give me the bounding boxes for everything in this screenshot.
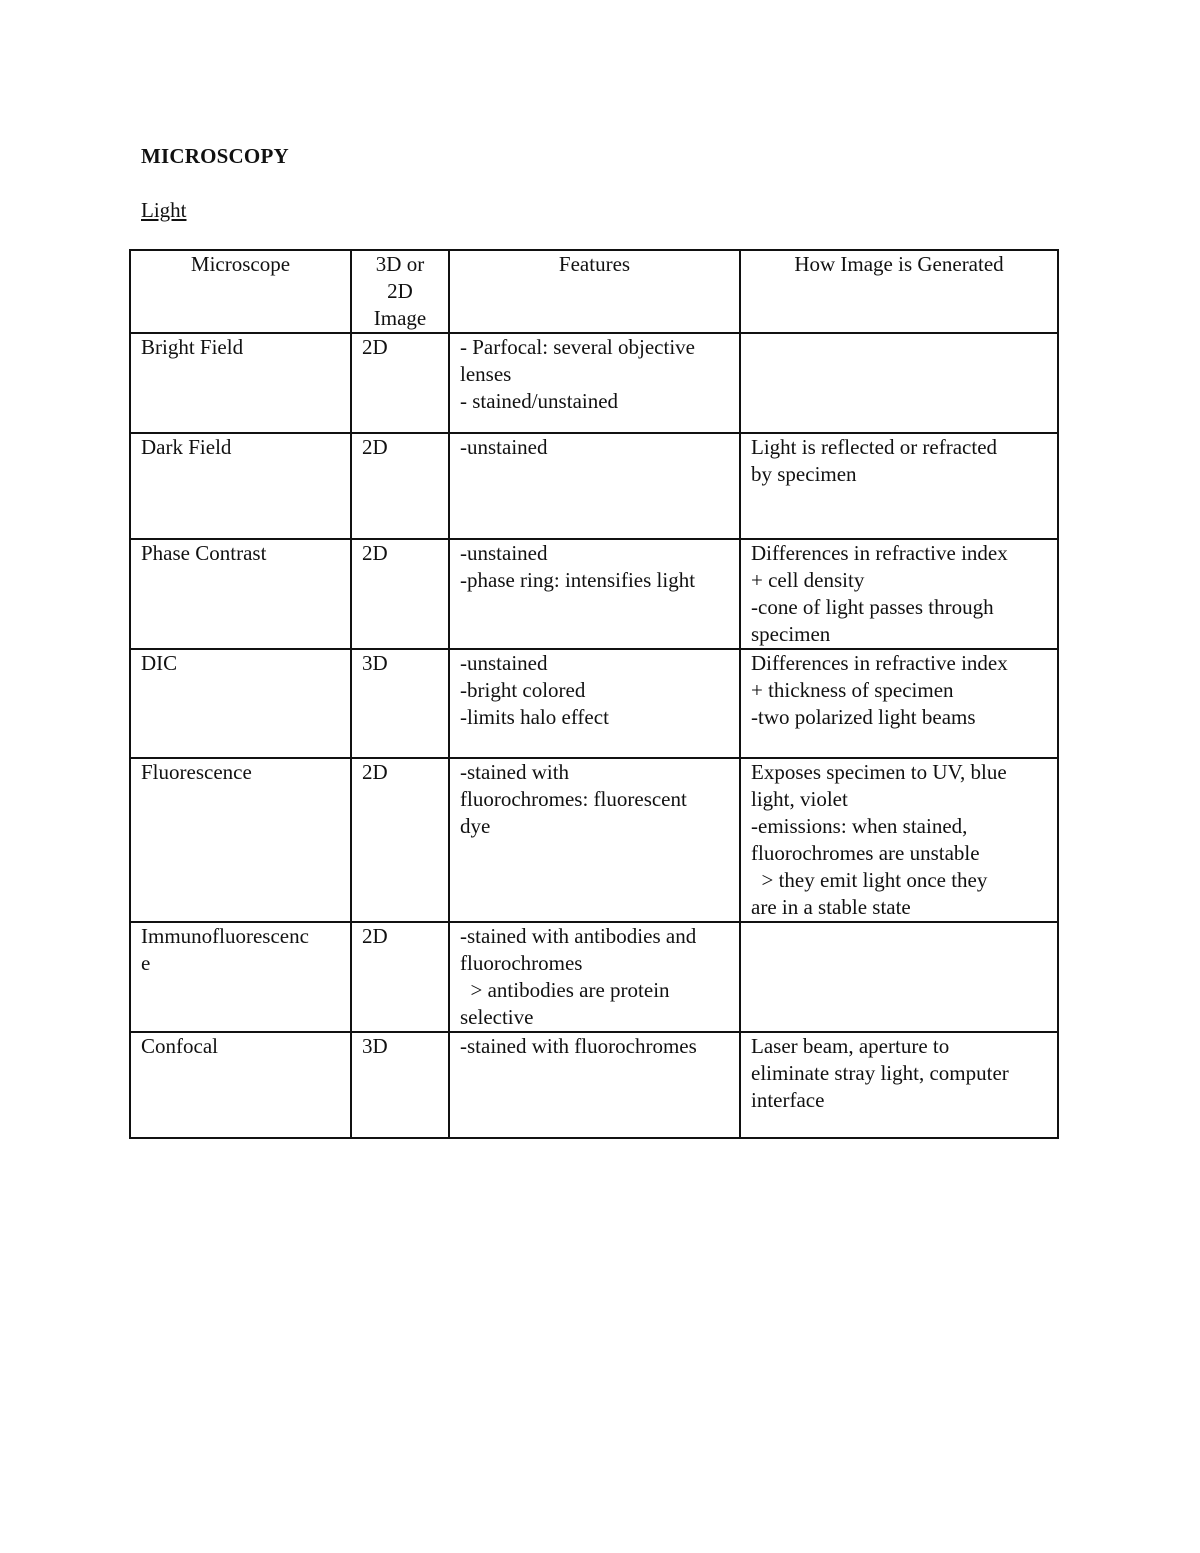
cell-text-line: -phase ring: intensifies light — [460, 568, 696, 592]
table-row — [130, 1032, 1058, 1138]
cell-microscope — [130, 758, 351, 922]
cell-text-line: 3D — [362, 651, 388, 675]
cell-text-line: lenses — [460, 362, 512, 386]
cell-features — [449, 758, 740, 922]
cell-microscope — [130, 649, 351, 758]
cell-text-line: Exposes specimen to UV, blue — [751, 760, 1007, 784]
table-row — [130, 758, 1058, 922]
cell-text-line: eliminate stray light, computer — [751, 1061, 1009, 1085]
cell-text-line: -unstained — [460, 541, 548, 565]
header-text-line: Features — [558, 252, 631, 276]
cell-features — [449, 649, 740, 758]
cell-text-line: 2D — [362, 435, 388, 459]
cell-text-line: 3D — [362, 1034, 388, 1058]
cell-microscope — [130, 539, 351, 649]
cell-features — [449, 333, 740, 433]
cell-dimension — [351, 922, 449, 1032]
cell-text-line: Laser beam, aperture to — [751, 1034, 950, 1058]
cell-text-line: -bright colored — [460, 678, 586, 702]
cell-generation — [740, 1032, 1058, 1138]
table-row — [130, 649, 1058, 758]
cell-text-line: + thickness of specimen — [751, 678, 954, 702]
cell-text-line: DIC — [141, 651, 178, 675]
cell-text-line: light, violet — [751, 787, 848, 811]
cell-text-line: fluorochromes: fluorescent — [460, 787, 687, 811]
cell-text-line: by specimen — [751, 462, 857, 486]
cell-text-line: 2D — [362, 541, 388, 565]
cell-dimension — [351, 433, 449, 539]
cell-text-line: Fluorescence — [141, 760, 252, 784]
header-text-line: 2D — [387, 279, 413, 303]
cell-text-line: specimen — [751, 622, 831, 646]
cell-text-line: 2D — [362, 335, 388, 359]
cell-text-line: -unstained — [460, 435, 548, 459]
cell-text-line: -stained with antibodies and — [460, 924, 697, 948]
cell-text-line: + cell density — [751, 568, 865, 592]
cell-generation — [740, 922, 1058, 1032]
cell-dimension — [351, 333, 449, 433]
cell-generation — [740, 649, 1058, 758]
cell-text-line: fluorochromes are unstable — [751, 841, 980, 865]
cell-text-line: Light is reflected or refracted — [751, 435, 998, 459]
cell-text-line: -two polarized light beams — [751, 705, 976, 729]
section-heading-light: Light — [141, 198, 187, 222]
cell-text-line: -stained with — [460, 760, 570, 784]
microscopy-table — [129, 249, 1059, 1139]
cell-microscope — [130, 433, 351, 539]
header-features — [449, 250, 740, 333]
header-text-line: 3D or — [375, 252, 425, 276]
cell-text-line: - stained/unstained — [460, 389, 619, 413]
cell-text-line: e — [141, 951, 151, 975]
cell-generation — [740, 539, 1058, 649]
cell-text-line: -emissions: when stained, — [751, 814, 968, 838]
cell-dimension — [351, 1032, 449, 1138]
document-title: MICROSCOPY — [141, 144, 289, 168]
cell-text-line: interface — [751, 1088, 825, 1112]
table-row — [130, 922, 1058, 1032]
cell-text-line: dye — [460, 814, 491, 838]
cell-features — [449, 922, 740, 1032]
cell-features — [449, 539, 740, 649]
cell-text-line: Phase Contrast — [141, 541, 267, 565]
cell-text-line: > antibodies are protein — [460, 978, 670, 1002]
cell-text-line: 2D — [362, 924, 388, 948]
cell-generation — [740, 433, 1058, 539]
cell-text-line: fluorochromes — [460, 951, 583, 975]
cell-text-line: -unstained — [460, 651, 548, 675]
cell-microscope — [130, 1032, 351, 1138]
table-row — [130, 433, 1058, 539]
table-row — [130, 333, 1058, 433]
cell-text-line: Bright Field — [141, 335, 244, 359]
table-row — [130, 539, 1058, 649]
cell-text-line: - Parfocal: several objective — [460, 335, 695, 359]
cell-text-line: Differences in refractive index — [751, 541, 1008, 565]
cell-features — [449, 433, 740, 539]
cell-text-line: are in a stable state — [751, 895, 911, 919]
cell-text-line: 2D — [362, 760, 388, 784]
cell-text-line: > they emit light once they — [751, 868, 988, 892]
cell-microscope — [130, 922, 351, 1032]
cell-text-line: Dark Field — [141, 435, 232, 459]
cell-text-line: selective — [460, 1005, 534, 1029]
header-microscope — [130, 250, 351, 333]
header-generation — [740, 250, 1058, 333]
cell-text-line: -stained with fluorochromes — [460, 1034, 697, 1058]
cell-dimension — [351, 539, 449, 649]
cell-dimension — [351, 649, 449, 758]
header-text-line: Microscope — [190, 252, 291, 276]
header-dimension — [351, 250, 449, 333]
cell-text-line: Differences in refractive index — [751, 651, 1008, 675]
header-text-line: Image — [373, 306, 427, 330]
cell-features — [449, 1032, 740, 1138]
cell-microscope — [130, 333, 351, 433]
table-header-row — [130, 250, 1058, 333]
cell-text-line: Immunofluorescenc — [141, 924, 309, 948]
header-text-line: How Image is Generated — [794, 252, 1004, 276]
cell-generation — [740, 333, 1058, 433]
cell-generation — [740, 758, 1058, 922]
table-body — [130, 333, 1058, 1138]
cell-text-line: -limits halo effect — [460, 705, 609, 729]
cell-text-line: Confocal — [141, 1034, 218, 1058]
cell-text-line: -cone of light passes through — [751, 595, 994, 619]
cell-dimension — [351, 758, 449, 922]
